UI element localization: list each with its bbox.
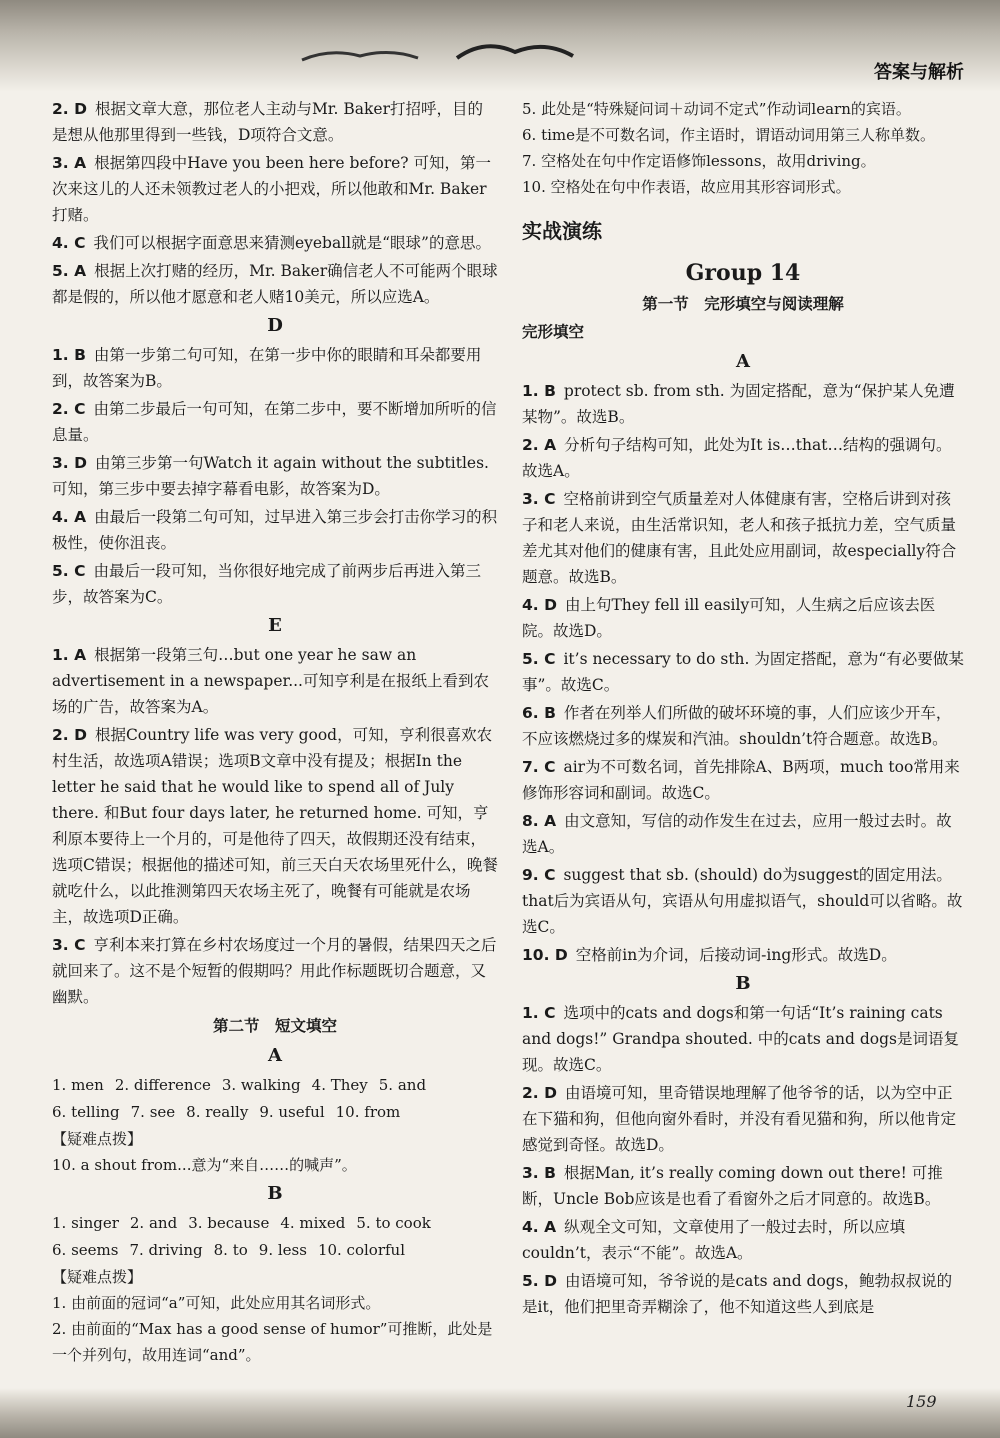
left-column: [52, 96, 498, 1368]
answer-item: 5. C 由最后一段可知，当你很好地完成了前两步后再进入第三步，故答案为C。: [52, 562, 481, 606]
decorative-bottom-band: [0, 1388, 1000, 1438]
answer-item: 3. C 亨利本来打算在乡村农场度过一个月的暑假，结果四天之后就回来了。这不是个短暂的假期吗？用此作标题既切合题意，又幽默。: [52, 936, 497, 1006]
answer-item: 7. C air为不可数名词，首先排除A、B两项，much too常用来修饰形容词和副词。故选C。: [522, 758, 960, 802]
answer-item: 2. D 根据Country life was very good，可知，亨利很喜欢农村生活，故选项A错误；选项B文章中没有提及；根据In the letter he said that he would like to spend all of July there. 和But four days later, he returned home. 可知，亨利原本要待上一个月的，可是他待了四天，故假期还没有结束，选项C错误；根据他的描述可知，前三天白天农场里死什么，晚餐就吃什么，以此推测第四天农场主死了，晚餐有可能就是农场主，故选项D正确。: [52, 726, 498, 926]
answer-item: 4. C 我们可以根据字面意思来猜测eyeball就是“眼球”的意思。: [52, 234, 491, 252]
blank-answers-row: 6. telling 7. see 8. really 9. useful 10. from: [52, 1103, 401, 1121]
answer-item: 1. A 根据第一段第三句…but one year he saw an advertisement in a newspaper...可知亨利是在报纸上看到农场的广告，故答案为A。: [52, 646, 489, 716]
answer-item: 5. A 根据上次打赌的经历，Mr. Baker确信老人不可能两个眼球都是假的，所以他才愿意和老人赌10美元，所以应选A。: [52, 262, 498, 306]
hint-text: 10. 空格处在句中作表语，故应用其形容词形式。: [522, 178, 851, 196]
answer-item: 1. C 选项中的cats and dogs和第一句话“It’s raining cats and dogs!” Grandpa shouted. 中的cats and dogs是词语复现。故选C。: [522, 1004, 959, 1074]
section-letter-a: A: [268, 1045, 282, 1066]
answer-item: 3. B 根据Man, it’s really coming down out there! 可推断，Uncle Bob应该是也看了看窗外之后才同意的。故选B。: [522, 1164, 943, 1208]
section-title: 第二节 短文填空: [212, 1017, 337, 1035]
cloze-label: 完形填空: [522, 323, 585, 341]
answer-item: 2. D 根据文章大意，那位老人主动与Mr. Baker打招呼，目的是想从他那里得到一些钱，D项符合文意。: [52, 100, 483, 144]
answers-a: [522, 378, 964, 968]
section-letter-b: B: [735, 973, 751, 994]
section-letter-a: A: [736, 351, 750, 372]
right-column: [522, 96, 964, 1322]
hint-label: 【疑难点拨】: [52, 1268, 143, 1286]
hint-text: 10. a shout from...意为“来自……的喊声”。: [52, 1156, 357, 1174]
hint-text: 1. 由前面的冠词“a”可知，此处应用其名词形式。: [52, 1294, 381, 1312]
hint-text: 5. 此处是“特殊疑问词＋动词不定式”作动词learn的宾语。: [522, 100, 911, 118]
hint-text: 2. 由前面的“Max has a good sense of humor”可推断，此处是一个并列句，故用连词“and”。: [52, 1320, 493, 1364]
hint-text: 6. time是不可数名词，作主语时，谓语动词用第三人称单数。: [522, 126, 936, 144]
answer-item: 3. C 空格前讲到空气质量差对人体健康有害，空格后讲到对孩子和老人来说，由生活常识知，老人和孩子抵抗力差，空气质量差尤其对他们的健康有害，且此处应用副词，故especially符合题意。故选B。: [522, 490, 957, 586]
answer-item: 9. C suggest that sb. (should) do为suggest的固定用法。that后为宾语从句，宾语从句用虚拟语气，should可以省略。故选C。: [522, 866, 963, 936]
answers-d: [52, 342, 498, 610]
section-letter-b: B: [267, 1183, 283, 1204]
answer-item: 1. B 由第一步第二句可知，在第一步中你的眼睛和耳朵都要用到，故答案为B。: [52, 346, 482, 390]
answers-top: [52, 96, 498, 310]
answer-item: 1. B protect sb. from sth. 为固定搭配，意为“保护某人免遭某物”。故选B。: [522, 382, 955, 426]
answer-item: 5. D 由语境可知，爷爷说的是cats and dogs，鲍勃叔叔说的是it，他们把里奇弄糊涂了，他不知道这些人到底是: [522, 1272, 953, 1316]
bird-decoration-icon: [455, 36, 575, 62]
answer-item: 5. C it’s necessary to do sth. 为固定搭配，意为“有必要做某事”。故选C。: [522, 650, 964, 694]
hint-label: 【疑难点拨】: [52, 1130, 143, 1148]
answer-item: 8. A 由文意知，写信的动作发生在过去，应用一般过去时。故选A。: [522, 812, 952, 856]
answer-item: 10. D 空格前in为介词，后接动词-ing形式。故选D。: [522, 946, 897, 964]
hint-text: 7. 空格处在句中作定语修饰lessons，故用driving。: [522, 152, 876, 170]
blank-answers-row: 1. singer 2. and 3. because 4. mixed 5. to cook: [52, 1214, 431, 1232]
answer-item: 4. A 纵观全文可知，文章使用了一般过去时，所以应填couldn’t，表示“不能”。故选A。: [522, 1218, 906, 1262]
section-letter-e: E: [268, 615, 282, 636]
answer-item: 3. A 根据第四段中Have you been here before? 可知，第一次来这儿的人还未领教过老人的小把戏，所以他敢和Mr. Baker打赌。: [52, 154, 492, 224]
practice-title: 实战演练: [522, 219, 602, 243]
answer-item: 4. A 由最后一段第二句可知，过早进入第三步会打击你学习的积极性，使你沮丧。: [52, 508, 498, 552]
group-title: Group 14: [685, 260, 801, 286]
answers-e: [52, 642, 498, 1010]
bird-decoration-icon: [300, 46, 420, 64]
section-title: 第一节 完形填空与阅读理解: [642, 295, 844, 313]
page-number: 159: [906, 1392, 937, 1411]
answer-item: 6. B 作者在列举人们所做的破坏环境的事，人们应该少开车，不应该燃烧过多的煤炭和汽油。shouldn’t符合题意。故选B。: [522, 704, 952, 748]
answers-b: [522, 1000, 964, 1320]
answer-item: 2. A 分析句子结构可知，此处为It is…that…结构的强调句。故选A。: [522, 436, 952, 480]
section-letter-d: D: [267, 315, 283, 336]
page-header-title: 答案与解析: [874, 62, 964, 83]
answer-item: 4. D 由上句They fell ill easily可知，人生病之后应该去医院。故选D。: [522, 596, 936, 640]
answer-item: 2. C 由第二步最后一句可知，在第二步中，要不断增加所听的信息量。: [52, 400, 497, 444]
answer-item: 3. D 由第三步第一句Watch it again without the subtitles. 可知，第三步中要去掉字幕看电影，故答案为D。: [52, 454, 489, 498]
blank-answers-row: 1. men 2. difference 3. walking 4. They 5. and: [52, 1076, 427, 1094]
blank-answers-row: 6. seems 7. driving 8. to 9. less 10. colorful: [52, 1241, 406, 1259]
answer-item: 2. D 由语境可知，里奇错误地理解了他爷爷的话，以为空中正在下猫和狗，但他向窗外看时，并没有看见猫和狗，所以他肯定感觉到奇怪。故选D。: [522, 1084, 957, 1154]
